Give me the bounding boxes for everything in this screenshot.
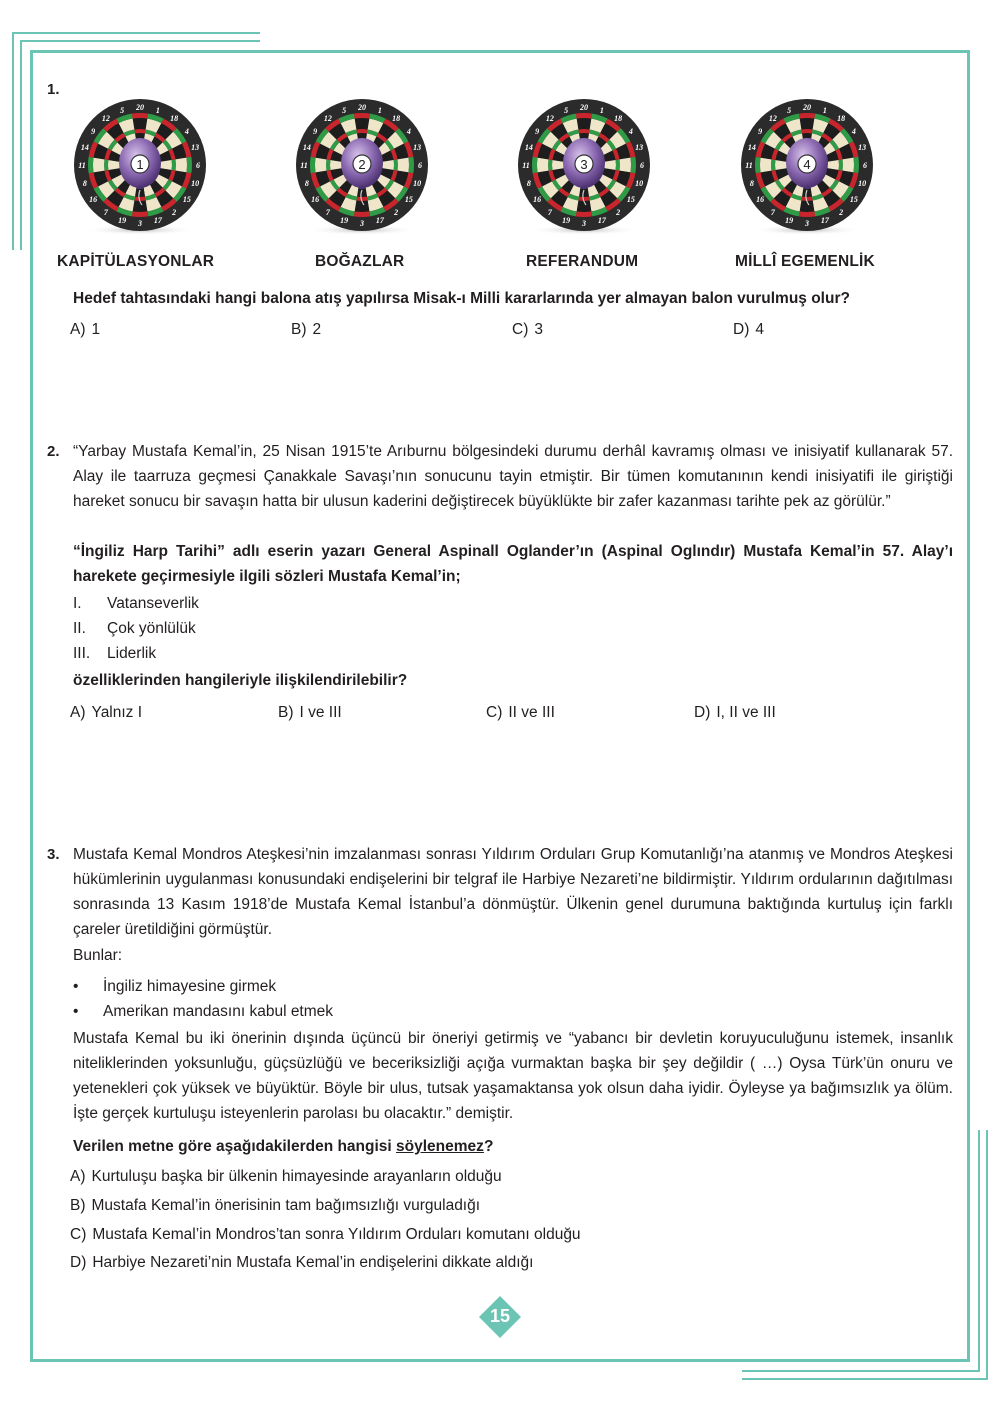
option-text: Harbiye Nezareti’nin Mustafa Kemal’in endişelerini dikkate aldığı (92, 1254, 534, 1271)
q3-option-a[interactable] (70, 1168, 502, 1186)
board-number: 2 (394, 207, 399, 217)
q2-option-a[interactable] (70, 704, 142, 722)
board-number: 19 (562, 216, 571, 226)
balloon-number: 4 (803, 157, 811, 172)
double-segment (799, 113, 815, 119)
treble-segment (326, 159, 330, 170)
treble-segment (394, 159, 398, 170)
board-number: 11 (78, 161, 86, 170)
treble-segment (771, 159, 775, 170)
board-number: 7 (547, 207, 552, 217)
double-segment (132, 113, 148, 119)
question-3-paragraph-1: Mustafa Kemal Mondros Ateşkesi’nin imzalanması sonrası Yıldırım Orduları Grup Komutanlığı’na atanmış ve Mondros Ateşkesi hükümlerinin uygulanması konusundaki endişelerini bir telgraf ile Harbiye Nezareti’ne bildirmiştir. Yıldırım ordularının dağıtılması sonrasında 13 Kasım 1918’de Mustafa Kemal İstanbul’a dönmüştür. Ülkenin genel durumuna baktığında kurtuluş için farklı çareler üretildiğini görmüştür. (73, 846, 953, 938)
board-number: 15 (404, 195, 413, 205)
double-segment (88, 157, 94, 173)
option-text: Mustafa Kemal’in önerisinin tam bağımsızlığı vurguladığı (91, 1197, 481, 1214)
board-number: 5 (120, 105, 125, 115)
double-segment (853, 157, 859, 173)
option-letter: C) (486, 704, 503, 721)
board-number: 8 (749, 178, 754, 188)
treble-segment (172, 159, 176, 170)
board-number: 9 (535, 126, 540, 136)
q1-option-b[interactable] (291, 321, 321, 339)
treble-segment (578, 129, 589, 133)
board-number: 8 (526, 178, 531, 188)
board-number: 4 (406, 126, 411, 136)
board-segment (537, 158, 548, 173)
board-number: 15 (849, 195, 858, 205)
bullet-dot-icon: • (73, 1003, 79, 1020)
treble-segment (548, 159, 552, 170)
bullet-text: Amerikan mandasını kabul etmek (103, 1003, 334, 1020)
double-segment (354, 211, 370, 217)
question-1-number: 1. (47, 81, 60, 98)
option-text: II ve III (508, 704, 555, 721)
board-number: 16 (756, 195, 765, 205)
item-text: Vatanseverlik (107, 595, 199, 612)
option-letter: C) (512, 321, 529, 338)
board-number: 16 (311, 195, 320, 205)
board-segment (133, 118, 148, 129)
roman-numeral: II. (73, 620, 86, 637)
board-number: 14 (302, 143, 311, 153)
board-number: 1 (599, 105, 604, 115)
board-number: 18 (392, 114, 401, 124)
q1-option-a[interactable] (70, 321, 100, 339)
board-number: 6 (418, 161, 422, 170)
board-number: 5 (564, 105, 569, 115)
frame-accent-right-2 (986, 1130, 988, 1380)
board-number: 13 (635, 143, 644, 153)
board-number: 17 (820, 216, 829, 226)
q3-bullet-1 (73, 978, 276, 996)
frame-accent-right-1 (978, 1130, 980, 1372)
board-number: 1 (155, 105, 160, 115)
board-number: 20 (136, 103, 144, 112)
board-number: 9 (313, 126, 318, 136)
board-number: 1 (377, 105, 382, 115)
double-segment (630, 157, 636, 173)
question-1-stem: Hedef tahtasındaki hangi balona atış yapılırsa Misak-ı Milli kararlarında yer almayan balon vurulmuş olur? (73, 290, 850, 307)
board-number: 10 (191, 178, 200, 188)
board-number: 16 (89, 195, 98, 205)
q2-option-d[interactable] (694, 704, 776, 722)
q1-option-d[interactable] (733, 321, 764, 339)
option-letter: A) (70, 704, 86, 721)
question-2-quote: “Yarbay Mustafa Kemal’in, 25 Nisan 1915’te Arıburnu bölgesindeki durumu derhâl kavramış olması ve inisiyatif kullanarak 57. Alay ile taarruza geçmesi Çanakkale Savaşı’nın sonucunu tayin etmiştir. Bir tümen komutanının kendi inisiyatifi ile giriştiği hareket sonucu bir savaşın hatta bir ulusun kaderini değiştirecek büyüklükte bir zafer kazanması tarihte pek az görülür.” (73, 443, 953, 510)
board-segment (93, 158, 104, 173)
option-text: 1 (91, 321, 101, 338)
board-number: 18 (614, 114, 623, 124)
double-segment (408, 157, 414, 173)
treble-segment (134, 129, 145, 133)
board-number: 15 (626, 195, 635, 205)
board-number: 19 (785, 216, 794, 226)
board-number: 3 (360, 219, 364, 228)
frame-accent-left-2 (20, 40, 22, 250)
q2-item-2 (73, 620, 196, 638)
option-text: Kurtuluşu başka bir ülkenin himayesinde arayanların olduğu (91, 1168, 502, 1185)
board-segment (760, 158, 771, 173)
board-number: 12 (101, 114, 110, 124)
board-number: 12 (545, 114, 554, 124)
q2-item-1 (73, 595, 199, 613)
board-segment (577, 118, 592, 129)
board-number: 5 (342, 105, 347, 115)
question-3-number: 3. (47, 846, 60, 863)
option-letter: A) (70, 321, 86, 338)
roman-numeral: I. (73, 595, 82, 612)
board-number: 5 (787, 105, 792, 115)
q3-bullet-2 (73, 1003, 333, 1021)
board-number: 6 (863, 161, 867, 170)
double-segment (186, 157, 192, 173)
board-number: 9 (758, 126, 763, 136)
option-letter: B) (278, 704, 294, 721)
bullet-text: İngiliz himayesine girmek (103, 978, 277, 995)
q2-item-3 (73, 645, 156, 663)
q2-option-b[interactable] (278, 704, 342, 722)
q1-option-c[interactable] (512, 321, 543, 339)
dartboard[interactable] (70, 95, 210, 235)
board-number: 2 (839, 207, 844, 217)
roman-numeral: III. (73, 645, 91, 662)
board-number: 7 (770, 207, 775, 217)
board-number: 9 (91, 126, 96, 136)
option-text: 4 (755, 321, 764, 338)
board-number: 12 (768, 114, 777, 124)
stem-text: Verilen metne göre aşağıdakilerden hangisi (73, 1138, 397, 1155)
option-letter: A) (70, 1168, 86, 1185)
board-segment (620, 158, 631, 173)
frame-top-line (30, 50, 970, 53)
treble-segment (356, 129, 367, 133)
option-letter: D) (694, 704, 711, 721)
option-letter: D) (70, 1254, 87, 1271)
board-number: 8 (82, 178, 87, 188)
board-number: 20 (358, 103, 366, 112)
board-segment (315, 158, 326, 173)
board-number: 13 (858, 143, 867, 153)
board-number: 11 (745, 161, 753, 170)
board-number: 10 (858, 178, 867, 188)
frame-accent-bottom-1 (742, 1370, 980, 1372)
board-number: 18 (837, 114, 846, 124)
board-number: 4 (184, 126, 189, 136)
option-letter: B) (70, 1197, 86, 1214)
balloon-number: 1 (136, 157, 144, 172)
item-text: Çok yönlülük (107, 620, 196, 637)
treble-segment (801, 129, 812, 133)
board-number: 13 (191, 143, 200, 153)
board-number: 17 (153, 216, 162, 226)
question-2-number: 2. (47, 443, 60, 460)
double-segment (354, 113, 370, 119)
board-number: 20 (580, 103, 588, 112)
double-segment (310, 157, 316, 173)
option-text: Yalnız I (91, 704, 143, 721)
board-number: 8 (304, 178, 309, 188)
frame-bottom-line (30, 1359, 970, 1362)
frame-accent-top-1 (12, 32, 260, 34)
stem-end: ? (483, 1138, 494, 1155)
board-label-referandum: REFERANDUM (526, 253, 639, 270)
board-number: 7 (103, 207, 108, 217)
board-number: 6 (196, 161, 200, 170)
board-number: 19 (340, 216, 349, 226)
board-number: 15 (182, 195, 191, 205)
item-text: Liderlik (107, 645, 157, 662)
board-number: 6 (640, 161, 644, 170)
dartboard[interactable] (737, 95, 877, 235)
dartboard[interactable] (514, 95, 654, 235)
option-text: I ve III (299, 704, 342, 721)
board-number: 2 (172, 207, 177, 217)
double-segment (576, 113, 592, 119)
option-letter: B) (291, 321, 307, 338)
q3-option-b[interactable] (70, 1197, 480, 1215)
board-number: 3 (805, 219, 809, 228)
double-segment (532, 157, 538, 173)
question-3-bunlar: Bunlar: (73, 947, 123, 964)
board-number: 4 (851, 126, 856, 136)
board-number: 4 (628, 126, 633, 136)
board-number: 1 (822, 105, 827, 115)
frame-left-line (30, 50, 33, 1362)
q3-option-d[interactable] (70, 1254, 533, 1272)
balloon-number: 3 (580, 157, 588, 172)
option-text: Mustafa Kemal’in Mondros’tan sonra Yıldırım Orduları komutanı olduğu (92, 1226, 581, 1243)
balloon-number: 2 (358, 157, 366, 172)
board-segment (355, 118, 370, 129)
bullet-dot-icon: • (73, 978, 79, 995)
board-number: 17 (375, 216, 384, 226)
board-number: 14 (80, 143, 89, 153)
question-3-paragraph-2: Mustafa Kemal bu iki önerinin dışında üçüncü bir öneriyi getirmiş ve “yabancı bir devletin koruyuculuğunu istemek, insanlık niteliklerinden yoksunluğu, güçsüzlüğü ve beceriksizliği açığa vurmaktan başka bir şey değildir ( …) Oysa Türk’ün onuru ve yetenekleri çok yüksek ve büyüktür. Böyle bir ulus, tutsak yaşamaktansa yok olsun daha iyidir. Öyleyse ya bağımsızlık ya ölüm. İşte gerçek kurtuluşu isteyenlerin parolası bu olacaktır.” demiştir. (73, 1030, 953, 1122)
frame-right-line (967, 50, 970, 1362)
option-text: 2 (312, 321, 322, 338)
board-number: 14 (747, 143, 756, 153)
question-3-stem (73, 1134, 493, 1159)
board-number: 20 (803, 103, 811, 112)
treble-segment (616, 159, 620, 170)
board-number: 19 (118, 216, 127, 226)
board-number: 11 (300, 161, 308, 170)
option-text: I, II ve III (716, 704, 776, 721)
board-number: 13 (413, 143, 422, 153)
board-segment (398, 158, 409, 173)
board-segment (176, 158, 187, 173)
board-segment (800, 118, 815, 129)
q2-option-c[interactable] (486, 704, 555, 722)
board-label-milli-egemenlik: MİLLÎ EGEMENLİK (735, 253, 875, 270)
board-number: 3 (138, 219, 142, 228)
dartboard[interactable] (292, 95, 432, 235)
double-segment (799, 211, 815, 217)
board-number: 10 (413, 178, 422, 188)
frame-accent-top-2 (20, 40, 260, 42)
board-number: 2 (616, 207, 621, 217)
question-2-stem: “İngiliz Harp Tarihi” adlı eserin yazarı General Aspinall Oglander’ın (Aspinal Oglındır) Mustafa Kemal’in 57. Alay’ı harekete geçirmesiyle ilgili sözleri Mustafa Kemal’in; (73, 543, 953, 585)
q3-option-c[interactable] (70, 1226, 581, 1244)
double-segment (132, 211, 148, 217)
question-2-question: özelliklerinden hangileriyle ilişkilendirilebilir? (73, 672, 408, 689)
board-number: 12 (323, 114, 332, 124)
treble-segment (104, 159, 108, 170)
treble-segment (839, 159, 843, 170)
board-number: 3 (582, 219, 586, 228)
stem-emphasis: söylenemez (396, 1138, 484, 1155)
board-label-kapitulasyonlar: KAPİTÜLASYONLAR (57, 253, 215, 270)
frame-accent-left-1 (12, 32, 14, 250)
double-segment (755, 157, 761, 173)
board-number: 11 (522, 161, 530, 170)
board-label-bogazlar: BOĞAZLAR (315, 253, 405, 270)
board-segment (843, 158, 854, 173)
board-number: 7 (325, 207, 330, 217)
page-number: 15 (489, 1306, 511, 1326)
double-segment (576, 211, 592, 217)
board-number: 14 (524, 143, 533, 153)
frame-accent-bottom-2 (742, 1378, 988, 1380)
board-number: 16 (533, 195, 542, 205)
option-letter: C) (70, 1226, 87, 1243)
option-text: 3 (534, 321, 543, 338)
board-number: 10 (635, 178, 644, 188)
board-number: 18 (170, 114, 179, 124)
board-number: 17 (597, 216, 606, 226)
option-letter: D) (733, 321, 750, 338)
